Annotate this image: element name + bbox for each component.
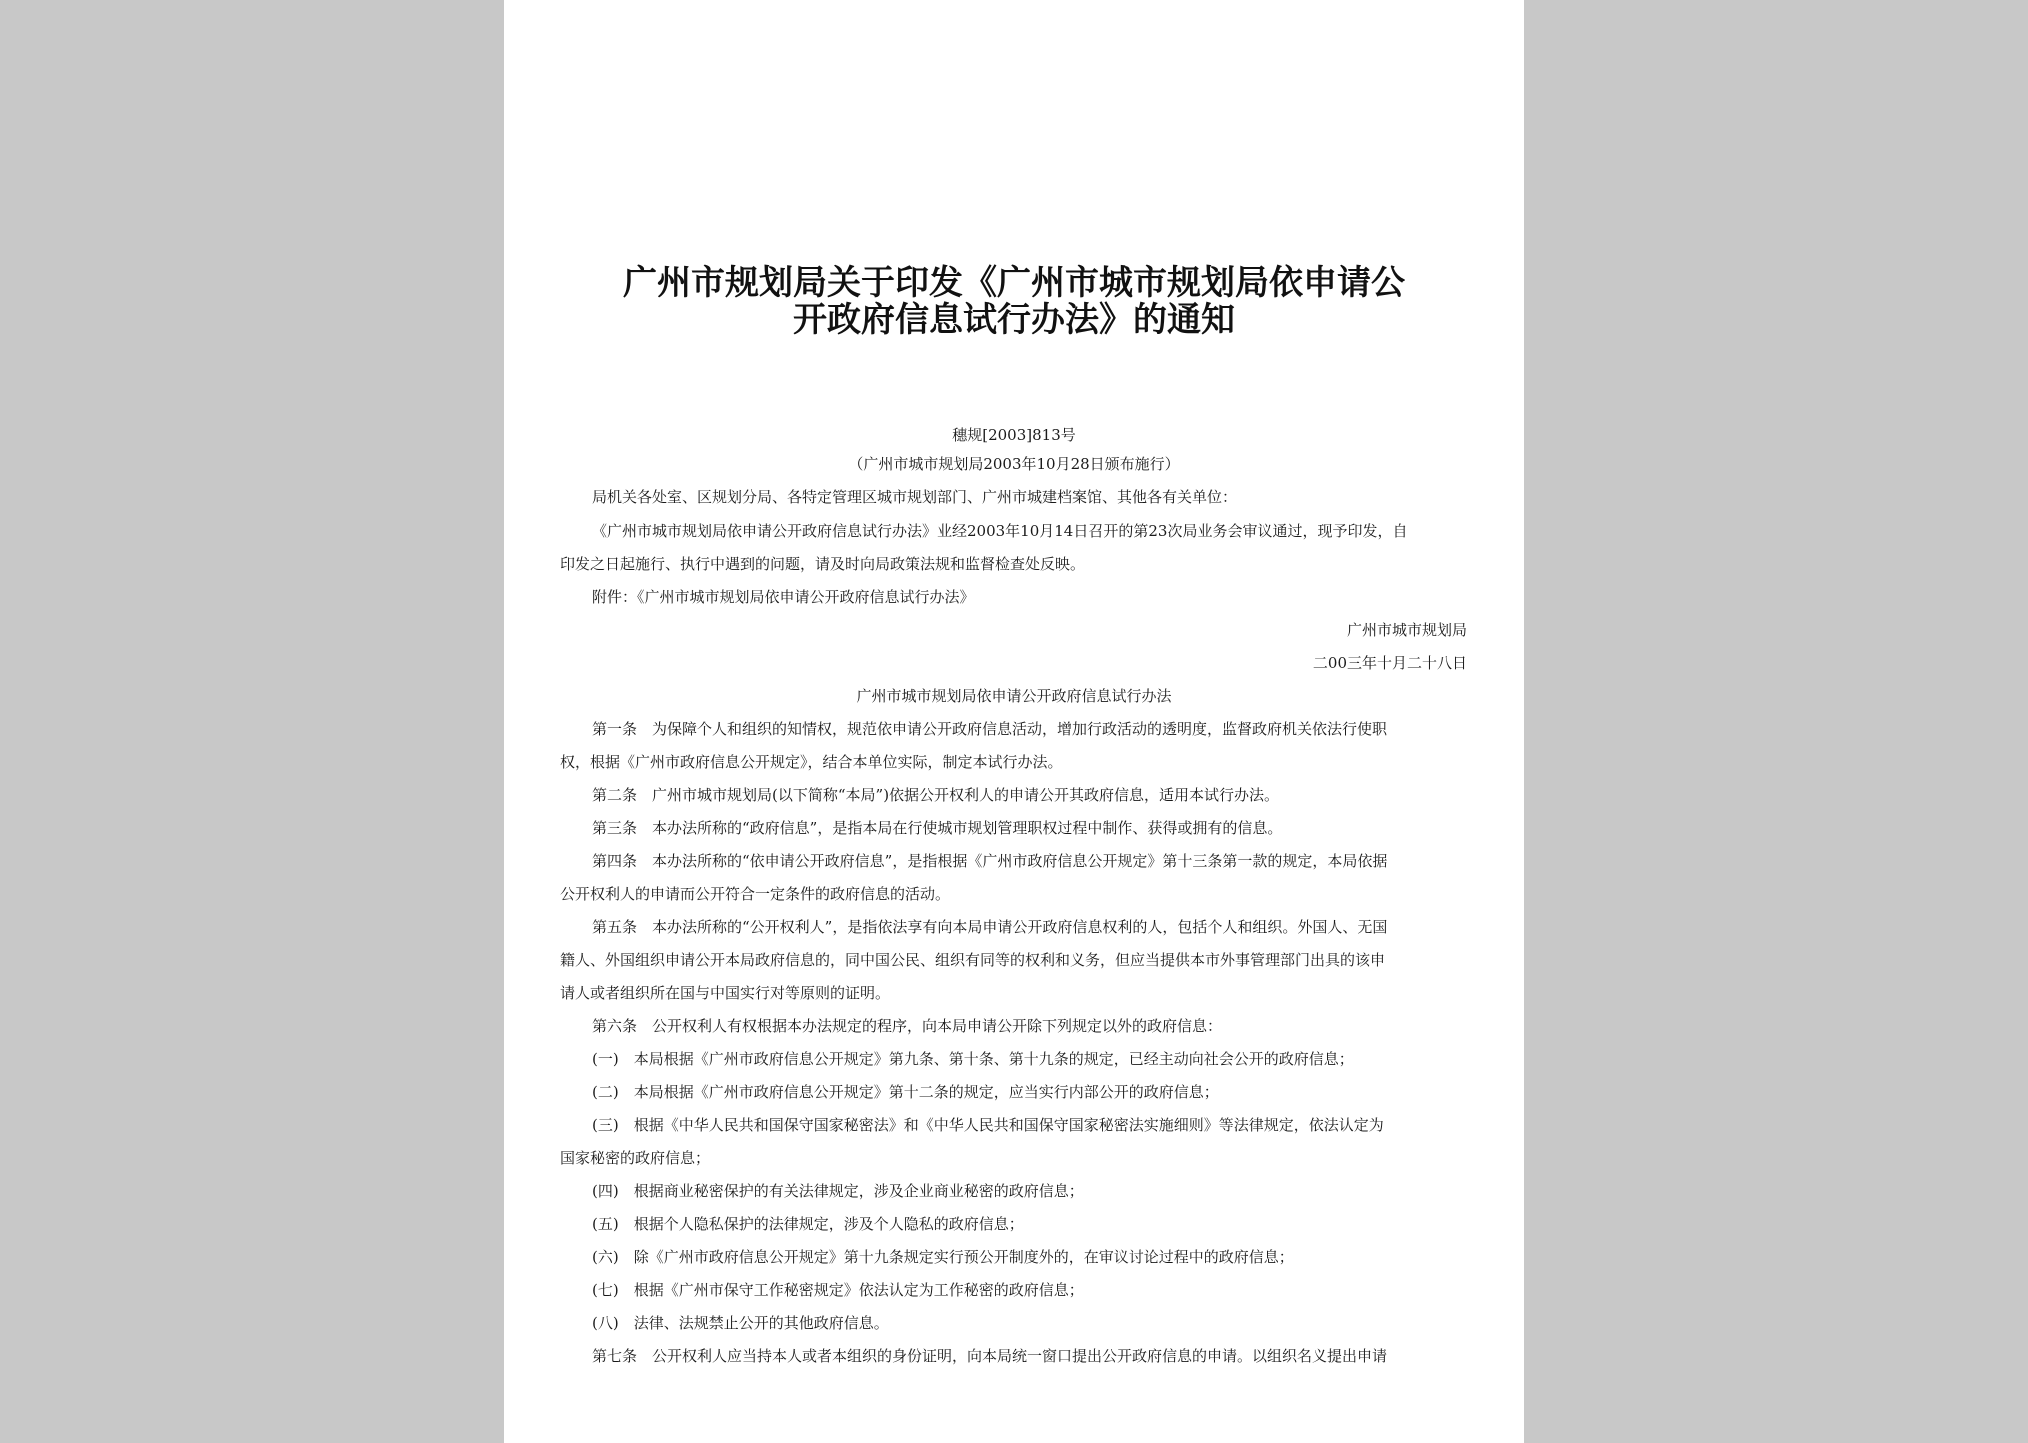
article-line: 籍人、外国组织申请公开本局政府信息的，同中国公民、组织有同等的权利和义务，但应当提供本市外事管理部门出具的该申 xyxy=(560,951,1386,969)
article-line: 第五条 本办法所称的“公开权利人”，是指依法享有向本局申请公开政府信息权利的人，包括个人和组织。外国人、无国 xyxy=(592,918,1388,936)
article-line: 第二条 广州市城市规划局(以下简称“本局”)依据公开权利人的申请公开其政府信息，适用本试行办法。 xyxy=(592,786,1280,804)
signature-date: 二00三年十月二十八日 xyxy=(1312,654,1467,672)
article-line: 第一条 为保障个人和组织的知情权，规范依申请公开政府信息活动，增加行政活动的透明度，监督政府机关依法行使职 xyxy=(592,720,1388,738)
article-line: (六) 除《广州市政府信息公开规定》第十九条规定实行预公开制度外的，在审议讨论过程中的政府信息； xyxy=(592,1248,1294,1266)
body-paragraph-line: 印发之日起施行、执行中遇到的问题，请及时向局政策法规和监督检查处反映。 xyxy=(560,555,1086,573)
article-line: (四) 根据商业秘密保护的有关法律规定，涉及企业商业秘密的政府信息； xyxy=(592,1182,1084,1200)
article-line: 第七条 公开权利人应当持本人或者本组织的身份证明，向本局统一窗口提出公开政府信息的申请。以组织名义提出申请 xyxy=(592,1347,1388,1365)
article-line: 第三条 本办法所称的“政府信息”，是指本局在行使城市规划管理职权过程中制作、获得或拥有的信息。 xyxy=(592,819,1283,837)
body-paragraph-line: 《广州市城市规划局依申请公开政府信息试行办法》业经2003年10月14日召开的第23次局业务会审议通过，现予印发，自 xyxy=(592,522,1408,540)
issue-note: （广州市城市规划局2003年10月28日颁布施行） xyxy=(848,455,1180,473)
article-line: 国家秘密的政府信息； xyxy=(560,1149,711,1167)
article-line: (二) 本局根据《广州市政府信息公开规定》第十二条的规定，应当实行内部公开的政府信息； xyxy=(592,1083,1219,1101)
attachment-line: 附件：《广州市城市规划局依申请公开政府信息试行办法》 xyxy=(592,588,975,606)
article-line: (七) 根据《广州市保守工作秘密规定》依法认定为工作秘密的政府信息； xyxy=(592,1281,1084,1299)
document-number: 穗规[2003]813号 xyxy=(952,426,1076,444)
section-title: 广州市城市规划局依申请公开政府信息试行办法 xyxy=(856,687,1172,705)
article-line: (五) 根据个人隐私保护的法律规定，涉及个人隐私的政府信息； xyxy=(592,1215,1024,1233)
article-line: 请人或者组织所在国与中国实行对等原则的证明。 xyxy=(560,984,891,1002)
document-title-line-2: 开政府信息试行办法》的通知 xyxy=(793,300,1235,340)
article-line: 公开权利人的申请而公开符合一定条件的政府信息的活动。 xyxy=(560,885,951,903)
addressee: 局机关各处室、区规划分局、各特定管理区城市规划部门、广州市城建档案馆、其他各有关单位： xyxy=(592,488,1238,506)
document-title-line-1: 广州市规划局关于印发《广州市城市规划局依申请公 xyxy=(623,263,1405,303)
article-line: 权，根据《广州市政府信息公开规定》，结合本单位实际，制定本试行办法。 xyxy=(560,753,1063,771)
article-line: 第六条 公开权利人有权根据本办法规定的程序，向本局申请公开除下列规定以外的政府信息： xyxy=(592,1017,1223,1035)
article-line: (八) 法律、法规禁止公开的其他政府信息。 xyxy=(592,1314,889,1332)
article-line: (一) 本局根据《广州市政府信息公开规定》第九条、第十条、第十九条的规定，已经主动向社会公开的政府信息； xyxy=(592,1050,1354,1068)
article-line: (三) 根据《中华人民共和国保守国家秘密法》和《中华人民共和国保守国家秘密法实施细则》等法律规定，依法认定为 xyxy=(592,1116,1384,1134)
document-page xyxy=(504,0,1524,1443)
article-line: 第四条 本办法所称的“依申请公开政府信息”，是指根据《广州市政府信息公开规定》第十三条第一款的规定，本局依据 xyxy=(592,852,1388,870)
signature-organization: 广州市城市规划局 xyxy=(1346,621,1467,639)
